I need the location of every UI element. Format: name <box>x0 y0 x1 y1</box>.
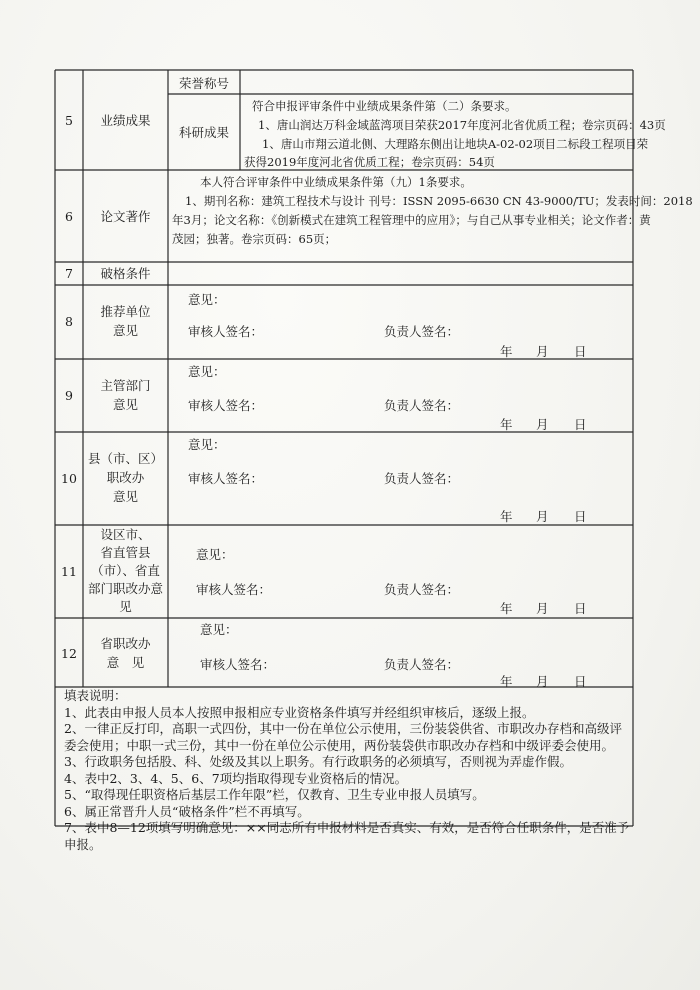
opinion-label: 意见： <box>188 292 226 307</box>
paper-line: 茂园；独著。卷宗页码：65页； <box>172 232 337 246</box>
row-5-category: 业绩成果 <box>100 113 151 128</box>
fill-instructions <box>64 688 634 853</box>
date-day: 日 <box>574 344 587 359</box>
row-7-category: 破格条件 <box>100 266 151 281</box>
row-11-number: 11 <box>61 564 77 579</box>
row-11-category: 部门职改办意 <box>87 581 163 596</box>
date-year: 年 <box>500 509 513 524</box>
instruction-item: 4、表中2、3、4、5、6、7项均指取得现专业资格后的情况。 <box>64 770 408 786</box>
row-12-number: 12 <box>61 646 77 661</box>
date-year: 年 <box>500 674 513 689</box>
opinion-label: 意见： <box>196 547 234 562</box>
row-10-number: 10 <box>61 471 77 486</box>
instruction-item: 2、一律正反打印，高职一式四份，其中一份在单位公示使用，三份装袋供省、市职改办存档和高级评委会使用；中职一式三份，其中一份在单位公示使用，两份装袋供市职改办存档和中级评委会使用。 <box>64 721 622 753</box>
reviewer-signature-label: 审核人签名： <box>188 471 264 486</box>
opinion-label: 意见： <box>188 437 226 452</box>
paper-line: 年3月；论文名称：《创新模式在建筑工程管理中的应用》；与自己从事专业相关；论文作者：黄 <box>172 213 651 227</box>
row-9-category: 意见 <box>112 397 138 412</box>
row-6-number: 6 <box>65 209 73 224</box>
row-5-number: 5 <box>65 113 73 128</box>
reviewer-signature-label: 审核人签名： <box>188 398 264 413</box>
research-line: 获得2019年度河北省优质工程；卷宗页码：54页 <box>244 155 495 169</box>
date-month: 月 <box>536 601 549 616</box>
responsible-signature-label: 负责人签名： <box>384 582 460 597</box>
date-year: 年 <box>500 601 513 616</box>
paper-line: 1、期刊名称：建筑工程技术与设计 刊号：ISSN 2095-6630 CN 43-9000/TU；发表时间：2018 <box>185 194 693 208</box>
row-11-category: 见 <box>119 599 132 614</box>
date-day: 日 <box>574 601 587 616</box>
instruction-item: 6、属正常晋升人员“破格条件”栏不再填写。 <box>64 803 310 819</box>
reviewer-signature-label: 审核人签名： <box>196 582 272 597</box>
date-month: 月 <box>536 417 549 432</box>
honor-label: 荣誉称号 <box>178 76 229 91</box>
row-11-category: 设区市、 <box>100 527 151 542</box>
date-month: 月 <box>536 509 549 524</box>
research-line: 1、唐山市翔云道北侧、大理路东侧出让地块A-02-02项目二标段工程项目荣 <box>262 137 649 151</box>
responsible-signature-label: 负责人签名： <box>384 657 460 672</box>
opinion-label: 意见： <box>188 364 226 379</box>
instructions-title: 填表说明： <box>64 688 127 703</box>
date-year: 年 <box>500 417 513 432</box>
research-label: 科研成果 <box>178 125 229 140</box>
row-9-category: 主管部门 <box>100 378 151 393</box>
date-year: 年 <box>500 344 513 359</box>
row-10-category: 职改办 <box>106 470 145 485</box>
row-6-category: 论文著作 <box>100 209 151 224</box>
date-day: 日 <box>574 674 587 689</box>
row-10-category: 县（市、区） <box>87 451 163 466</box>
instruction-item: 7、表中8—12项填写明确意见：××同志所有申报材料是否真实、有效，是否符合任职条件，是否准予申报。 <box>64 820 630 852</box>
opinion-label: 意见： <box>200 622 238 637</box>
reviewer-signature-label: 审核人签名： <box>188 324 264 339</box>
date-month: 月 <box>536 674 549 689</box>
responsible-signature-label: 负责人签名： <box>384 471 460 486</box>
row-8-category: 推荐单位 <box>100 304 151 319</box>
reviewer-signature-label: 审核人签名： <box>200 657 276 672</box>
row-11-category: （市）、省直 <box>91 563 160 578</box>
row-8-category: 意见 <box>112 323 138 338</box>
responsible-signature-label: 负责人签名： <box>384 324 460 339</box>
date-day: 日 <box>574 417 587 432</box>
row-12-category: 省职改办 <box>100 636 151 651</box>
row-7-number: 7 <box>65 266 73 281</box>
row-8-number: 8 <box>65 314 73 329</box>
date-day: 日 <box>574 509 587 524</box>
research-line: 符合申报评审条件中业绩成果条件第（二）条要求。 <box>252 99 517 113</box>
research-line: 1、唐山润达万科金域蓝湾项目荣获2017年度河北省优质工程；卷宗页码：43页 <box>258 118 666 132</box>
instruction-item: 5、“取得现任职资格后基层工作年限”栏，仅教育、卫生专业申报人员填写。 <box>64 787 485 802</box>
responsible-signature-label: 负责人签名： <box>384 398 460 413</box>
row-10-category: 意见 <box>112 489 138 504</box>
row-12-category: 意 见 <box>106 655 145 670</box>
date-month: 月 <box>536 344 549 359</box>
row-9-number: 9 <box>65 388 73 403</box>
row-11-category: 省直管县 <box>100 545 151 560</box>
instruction-item: 3、行政职务包括股、科、处级及其以上职务。有行政职务的必须填写，否则视为弄虚作假。 <box>64 754 572 769</box>
paper-line: 本人符合评审条件中业绩成果条件第（九）1条要求。 <box>200 175 472 189</box>
instruction-item: 1、此表由申报人员本人按照申报相应专业资格条件填写并经组织审核后，逐级上报。 <box>64 704 535 720</box>
